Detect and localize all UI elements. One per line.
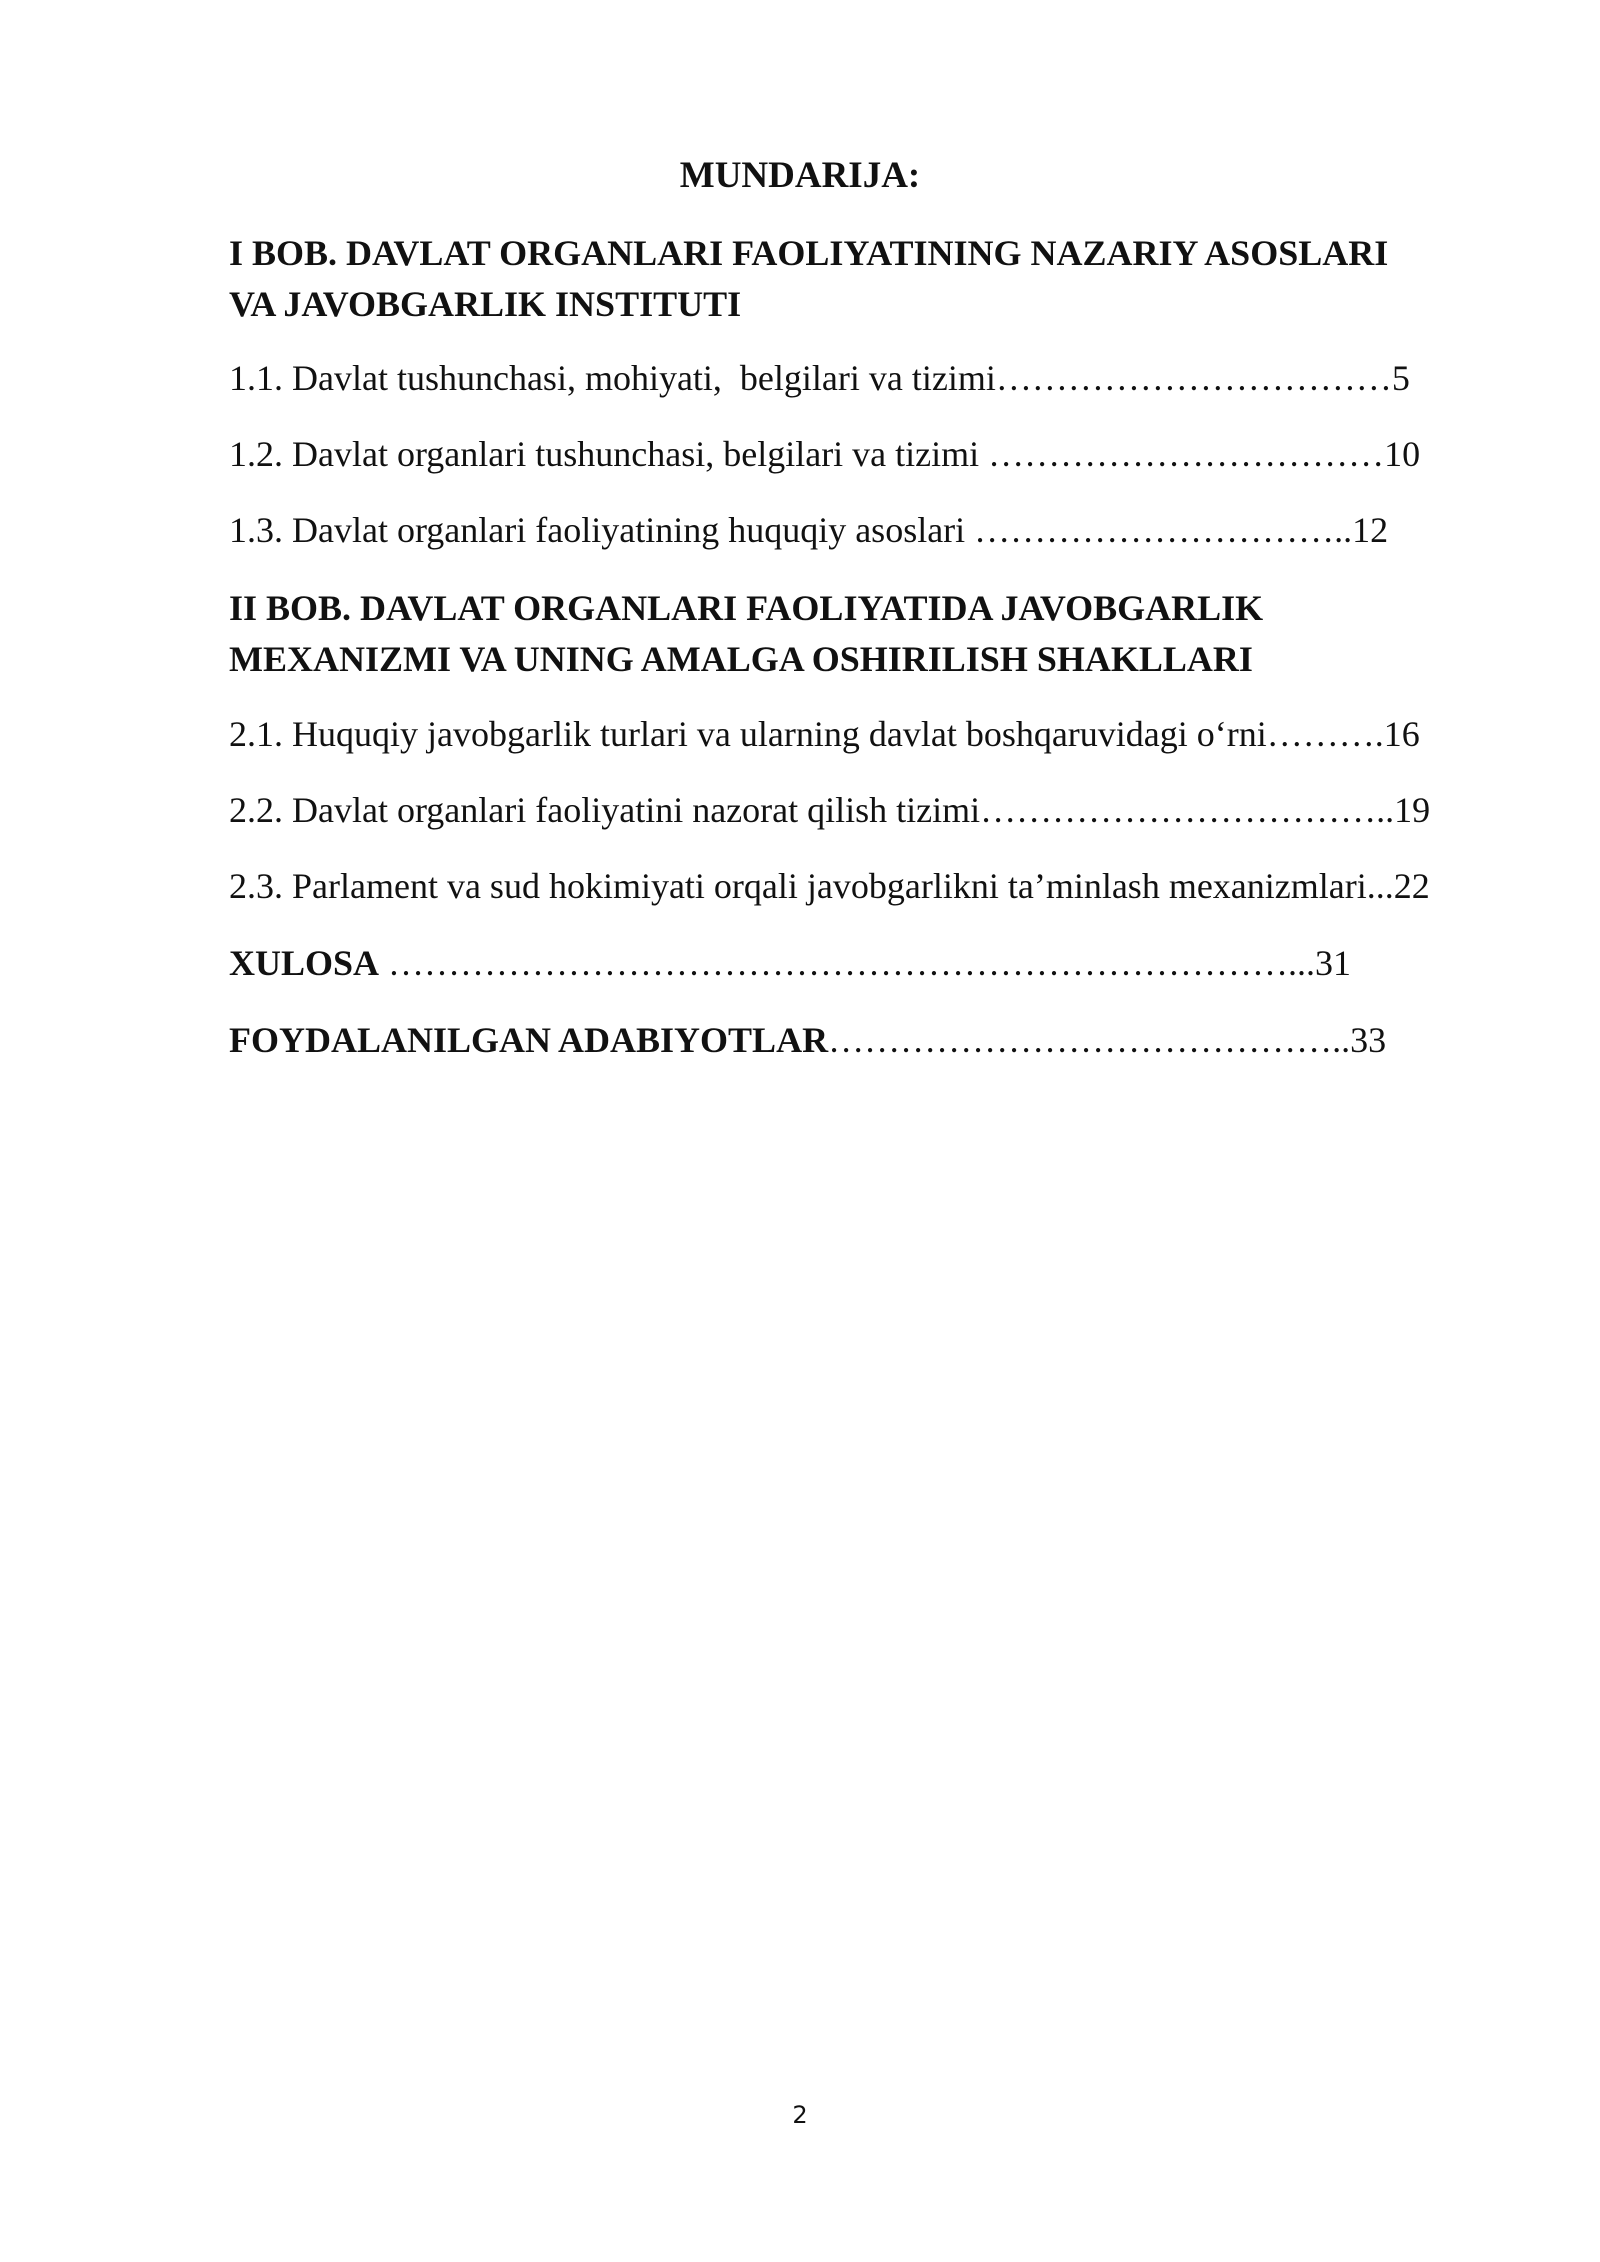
chapter-1-line-2: VA JAVOBGARLIK INSTITUTI bbox=[229, 284, 742, 324]
toc-entry-1-3: 1.3. Davlat organlari faoliyatining huquqiy asoslari …………………………..12 bbox=[229, 510, 1389, 550]
chapter-2-heading bbox=[229, 583, 1489, 685]
chapter-1-line-1: I BOB. DAVLAT ORGANLARI FAOLIYATINING NAZARIY ASOSLARI bbox=[229, 233, 1389, 273]
conclusion-leader: …………………………………………………………………...31 bbox=[379, 943, 1352, 983]
toc-entry-2-1: 2.1. Huquqiy javobgarlik turlari va ularning davlat boshqaruvidagi o‘rni……….16 bbox=[229, 714, 1420, 754]
chapter-2-line-1: II BOB. DAVLAT ORGANLARI FAOLIYATIDA JAVOBGARLIK bbox=[229, 588, 1264, 628]
conclusion-label: XULOSA bbox=[229, 943, 380, 983]
chapter-2-line-2: MEXANIZMI VA UNING AMALGA OSHIRILISH SHAKLLARI bbox=[229, 639, 1253, 679]
toc-entry-2-3: 2.3. Parlament va sud hokimiyati orqali javobgarlikni ta’minlash mexanizmlari...22 bbox=[229, 866, 1430, 906]
chapter-1-heading bbox=[229, 228, 1489, 330]
toc-entry-1-2: 1.2. Davlat organlari tushunchasi, belgilari va tizimi ……………………………10 bbox=[229, 434, 1421, 474]
references-leader: ……………………………………..33 bbox=[828, 1020, 1387, 1060]
toc-entry-conclusion bbox=[229, 938, 1351, 988]
toc-entry-2-2: 2.2. Davlat organlari faoliyatini nazorat qilish tizimi……………………………..19 bbox=[229, 790, 1431, 830]
toc-title: MUNDARIJA: bbox=[679, 155, 921, 196]
page-number: 2 bbox=[792, 2101, 808, 2129]
references-label: FOYDALANILGAN ADABIYOTLAR bbox=[229, 1020, 829, 1060]
toc-entry-1-1: 1.1. Davlat tushunchasi, mohiyati, belgilari va tizimi……………………………5 bbox=[229, 358, 1410, 398]
toc-entry-references bbox=[229, 1015, 1386, 1065]
